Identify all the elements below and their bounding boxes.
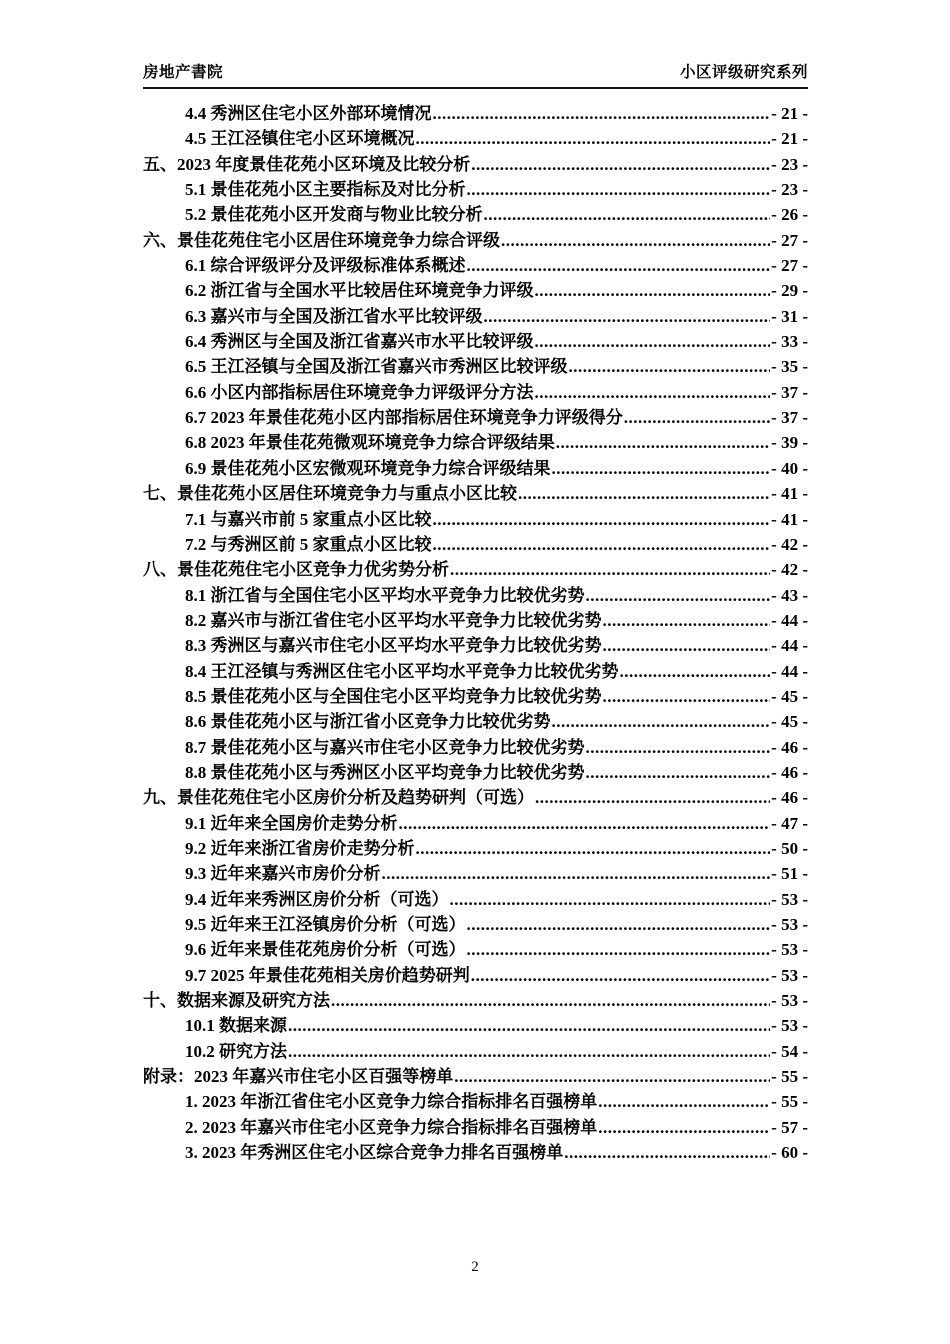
toc-entry <box>143 1115 808 1140</box>
toc-page-number: - 44 - <box>771 661 808 681</box>
toc-page-number: - 46 - <box>771 762 808 782</box>
toc-entry-label: 6.3 嘉兴市与全国及浙江省水平比较评级 <box>185 306 483 326</box>
toc-entry-label: 8.2 嘉兴市与浙江省住宅小区平均水平竞争力比较优劣势 <box>185 610 602 630</box>
toc-entry-label: 9.5 近年来王江泾镇房价分析（可选） <box>185 915 466 934</box>
toc-page-number: - 46 - <box>771 788 808 808</box>
toc-page-number: - 39 - <box>771 433 808 453</box>
toc-entry-label: 6.7 2023 年景佳花苑小区内部指标居住环境竞争力评级得分 <box>185 408 623 428</box>
toc-entry-label: 8.8 景佳花苑小区与秀洲区小区平均竞争力比较优劣势 <box>185 762 585 782</box>
toc-page-number: - 37 - <box>771 408 808 428</box>
toc-dot-leader <box>552 456 771 481</box>
toc-entry <box>143 760 808 785</box>
toc-dot-leader <box>467 937 771 962</box>
toc-entry <box>143 405 808 430</box>
toc-dot-leader <box>598 1089 770 1114</box>
toc-page-number: - 54 - <box>771 1041 808 1061</box>
toc-dot-leader <box>450 557 770 582</box>
toc-dot-leader <box>552 709 771 734</box>
toc-page-number: - 53 - <box>771 965 808 985</box>
toc-entry-label: 6.2 浙江省与全国水平比较居住环境竞争力评级 <box>185 281 534 301</box>
toc-page-number: - 31 - <box>771 306 808 326</box>
toc-entry-label: 9.7 2025 年景佳花苑相关房价趋势研判 <box>185 965 470 985</box>
toc-entry <box>143 177 808 202</box>
toc-entry-label: 9.1 近年来全国房价走势分析 <box>185 813 398 833</box>
toc-page-number: - 53 - <box>771 940 808 960</box>
toc-entry <box>143 1039 808 1064</box>
toc-entry <box>143 963 808 988</box>
toc-entry <box>143 988 808 1013</box>
toc-dot-leader <box>484 304 771 329</box>
toc-entry <box>143 354 808 379</box>
toc-entry <box>143 633 808 658</box>
footer-page-number: 2 <box>471 1259 479 1275</box>
toc-entry <box>143 608 808 633</box>
toc-entry <box>143 253 808 278</box>
toc-page-number: - 23 - <box>771 154 808 174</box>
toc-entry-label: 九、景佳花苑住宅小区房价分析及趋势研判（可选） <box>143 788 534 808</box>
toc-dot-leader <box>454 1064 770 1089</box>
toc-page-number: - 27 - <box>771 256 808 276</box>
toc-page-number: - 45 - <box>771 686 808 706</box>
toc-entry <box>143 507 808 532</box>
toc-entry-label: 3. 2023 年秀洲区住宅小区综合竞争力排名百强榜单 <box>185 1143 564 1163</box>
toc-entry <box>143 101 808 126</box>
toc-page-number: - 51 - <box>771 864 808 884</box>
toc-dot-leader <box>471 963 770 988</box>
toc-entry-label: 4.4 秀洲区住宅小区外部环境情况 <box>185 104 432 123</box>
toc-entry <box>143 1089 808 1114</box>
toc-page-number: - 60 - <box>771 1143 808 1163</box>
toc-dot-leader <box>624 405 770 430</box>
toc-page-number: - 41 - <box>771 484 808 504</box>
toc-entry-label: 附录：2023 年嘉兴市住宅小区百强等榜单 <box>143 1067 454 1087</box>
toc-entry <box>143 937 808 962</box>
toc-dot-leader <box>471 152 770 177</box>
toc-entry-label: 七、景佳花苑小区居住环境竞争力与重点小区比较 <box>143 484 517 504</box>
toc-entry-label: 8.6 景佳花苑小区与浙江省小区竞争力比较优劣势 <box>185 712 551 732</box>
toc-entry <box>143 430 808 455</box>
toc-dot-leader <box>603 684 771 709</box>
toc-page-number: - 42 - <box>771 560 808 580</box>
toc-entry <box>143 532 808 557</box>
toc-entry-label: 八、景佳花苑住宅小区竞争力优劣势分析 <box>143 560 449 580</box>
toc-page-number: - 26 - <box>771 205 808 225</box>
toc-entry <box>143 1013 808 1038</box>
toc-dot-leader <box>433 101 771 126</box>
toc-entry <box>143 557 808 582</box>
toc-entry-label: 2. 2023 年嘉兴市住宅小区竞争力综合指标排名百强榜单 <box>185 1117 598 1137</box>
toc-page-number: - 33 - <box>771 332 808 352</box>
page-header <box>143 60 808 89</box>
toc-entry-label: 9.6 近年来景佳花苑房价分析（可选） <box>185 940 466 960</box>
toc-entry <box>143 785 808 810</box>
toc-dot-leader <box>620 659 771 684</box>
toc-dot-leader <box>450 887 771 912</box>
toc-entry-label: 7.1 与嘉兴市前 5 家重点小区比较 <box>185 509 432 529</box>
toc-entry <box>143 228 808 253</box>
toc-entry <box>143 202 808 227</box>
toc-page-number: - 42 - <box>771 534 808 554</box>
toc-dot-leader <box>586 583 771 608</box>
toc-entry-label: 10.1 数据来源 <box>185 1016 287 1036</box>
toc-page-number: - 44 - <box>771 636 808 656</box>
toc-entry-label: 6.5 王江泾镇与全国及浙江省嘉兴市秀洲区比较评级 <box>185 357 568 377</box>
toc-page-number: - 57 - <box>771 1117 808 1137</box>
toc-entry <box>143 811 808 836</box>
toc-dot-leader <box>535 329 771 354</box>
toc-entry <box>143 1140 808 1165</box>
toc-page-number: - 41 - <box>771 509 808 529</box>
header-left-text: 房地产書院 <box>143 64 224 81</box>
toc-page-number: - 27 - <box>771 230 808 250</box>
toc-entry <box>143 735 808 760</box>
toc-entry-label: 6.6 小区内部指标居住环境竞争力评级评分方法 <box>185 382 534 402</box>
toc-dot-leader <box>535 380 771 405</box>
toc-dot-leader <box>598 1115 770 1140</box>
toc-entry-label: 6.1 综合评级评分及评级标准体系概述 <box>185 256 466 276</box>
toc <box>143 101 808 1165</box>
toc-dot-leader <box>433 507 771 532</box>
toc-entry <box>143 709 808 734</box>
toc-page-number: - 47 - <box>771 813 808 833</box>
toc-page-number: - 50 - <box>771 838 808 858</box>
toc-dot-leader <box>501 228 770 253</box>
toc-dot-leader <box>586 735 771 760</box>
toc-entry-label: 6.4 秀洲区与全国及浙江省嘉兴市水平比较评级 <box>185 332 534 352</box>
toc-page-number: - 45 - <box>771 712 808 732</box>
toc-entry-label: 8.7 景佳花苑小区与嘉兴市住宅小区竞争力比较优劣势 <box>185 737 585 757</box>
toc-page-number: - 55 - <box>771 1092 808 1112</box>
toc-page-number: - 44 - <box>771 610 808 630</box>
toc-entry <box>143 456 808 481</box>
toc-entry <box>143 380 808 405</box>
toc-entry-label: 1. 2023 年浙江省住宅小区竞争力综合指标排名百强榜单 <box>185 1092 598 1112</box>
toc-page-number: - 21 - <box>771 129 808 149</box>
toc-entry <box>143 126 808 151</box>
toc-dot-leader <box>416 126 771 151</box>
toc-entry <box>143 278 808 303</box>
toc-entry-label: 4.5 王江泾镇住宅小区环境概况 <box>185 129 415 149</box>
toc-entry-label: 8.5 景佳花苑小区与全国住宅小区平均竞争力比较优劣势 <box>185 686 602 706</box>
toc-dot-leader <box>535 278 771 303</box>
toc-entry-label: 6.9 景佳花苑小区宏微观环境竞争力综合评级结果 <box>185 458 551 478</box>
toc-entry-label: 8.1 浙江省与全国住宅小区平均水平竞争力比较优劣势 <box>185 585 585 605</box>
toc-entry-label: 9.4 近年来秀洲区房价分析（可选） <box>185 889 449 909</box>
toc-page-number: - 40 - <box>771 458 808 478</box>
toc-dot-leader <box>331 988 770 1013</box>
toc-page-number: - 43 - <box>771 585 808 605</box>
toc-page-number: - 35 - <box>771 357 808 377</box>
toc-dot-leader <box>433 532 771 557</box>
toc-dot-leader <box>518 481 770 506</box>
toc-dot-leader <box>288 1039 770 1064</box>
toc-page-number: - 23 - <box>771 180 808 200</box>
toc-entry-label: 8.3 秀洲区与嘉兴市住宅小区平均水平竞争力比较优劣势 <box>185 636 602 656</box>
toc-entry-label: 5.2 景佳花苑小区开发商与物业比较分析 <box>185 205 483 225</box>
toc-page-number: - 21 - <box>771 104 808 123</box>
toc-entry-label: 十、数据来源及研究方法 <box>143 991 330 1011</box>
toc-dot-leader <box>586 760 771 785</box>
toc-entry <box>143 329 808 354</box>
toc-page-number: - 53 - <box>771 915 808 934</box>
toc-entry <box>143 304 808 329</box>
toc-page-number: - 46 - <box>771 737 808 757</box>
toc-dot-leader <box>484 202 771 227</box>
toc-page-number: - 53 - <box>771 889 808 909</box>
toc-entry <box>143 887 808 912</box>
toc-entry <box>143 861 808 886</box>
toc-page-number: - 37 - <box>771 382 808 402</box>
toc-entry <box>143 659 808 684</box>
toc-dot-leader <box>569 354 771 379</box>
toc-entry-label: 9.2 近年来浙江省房价走势分析 <box>185 838 415 858</box>
toc-entry-label: 六、景佳花苑住宅小区居住环境竞争力综合评级 <box>143 230 500 250</box>
toc-dot-leader <box>382 861 771 886</box>
toc-entry-label: 8.4 王江泾镇与秀洲区住宅小区平均水平竞争力比较优劣势 <box>185 661 619 681</box>
toc-entry-label: 6.8 2023 年景佳花苑微观环境竞争力综合评级结果 <box>185 433 555 453</box>
toc-entry <box>143 836 808 861</box>
toc-dot-leader <box>556 430 770 455</box>
toc-dot-leader <box>603 633 771 658</box>
toc-entry-label: 10.2 研究方法 <box>185 1041 287 1061</box>
page-footer <box>0 1259 950 1276</box>
toc-dot-leader <box>467 912 771 937</box>
toc-dot-leader <box>467 253 771 278</box>
toc-entry-label: 5.1 景佳花苑小区主要指标及对比分析 <box>185 180 466 200</box>
toc-page-number: - 29 - <box>771 281 808 301</box>
toc-entry <box>143 684 808 709</box>
toc-dot-leader <box>467 177 771 202</box>
toc-dot-leader <box>416 836 771 861</box>
toc-entry-label: 7.2 与秀洲区前 5 家重点小区比较 <box>185 534 432 554</box>
toc-dot-leader <box>535 785 770 810</box>
toc-entry <box>143 481 808 506</box>
toc-page-number: - 53 - <box>771 991 808 1011</box>
toc-dot-leader <box>399 811 771 836</box>
toc-entry <box>143 1064 808 1089</box>
toc-page-number: - 55 - <box>771 1067 808 1087</box>
toc-entry-label: 9.3 近年来嘉兴市房价分析 <box>185 864 381 884</box>
toc-entry <box>143 152 808 177</box>
toc-dot-leader <box>288 1013 770 1038</box>
header-right-text: 小区评级研究系列 <box>679 64 808 81</box>
toc-dot-leader <box>564 1140 770 1165</box>
toc-entry <box>143 583 808 608</box>
toc-page-number: - 53 - <box>771 1016 808 1036</box>
toc-entry-label: 五、2023 年度景佳花苑小区环境及比较分析 <box>143 154 471 174</box>
toc-entry <box>143 912 808 937</box>
toc-dot-leader <box>603 608 771 633</box>
